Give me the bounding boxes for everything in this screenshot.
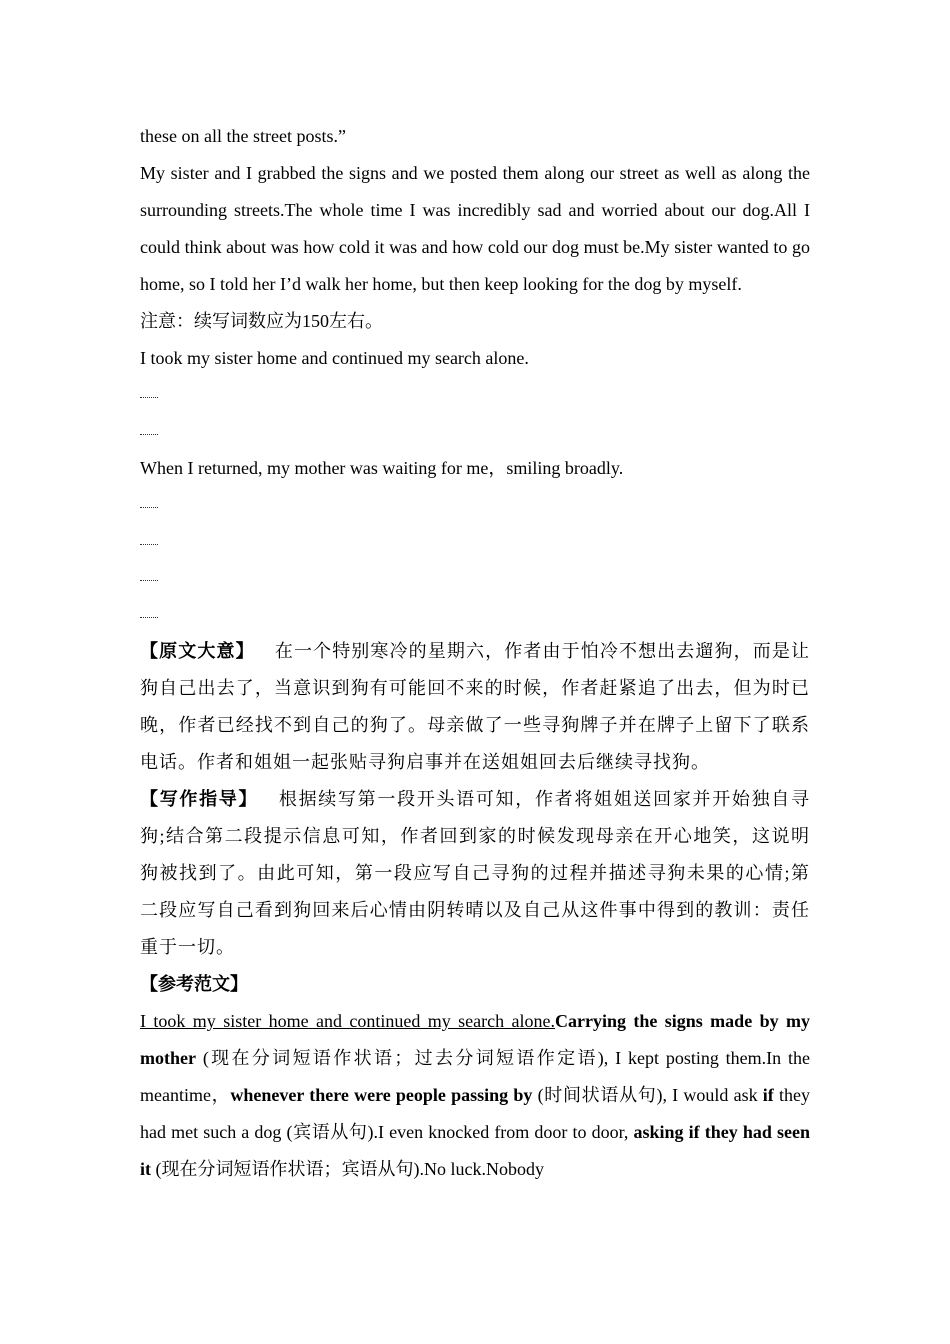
sample-annotation: (现在分词短语作状语；宾语从句).No luck.Nobody — [151, 1159, 544, 1179]
answer-blank-line — [140, 524, 810, 561]
sample-bold-phrase: whenever there were people passing by — [230, 1085, 533, 1105]
word-count-note: 注意：续写词数应为150左右。 — [140, 311, 383, 331]
sample-annotation: (现在分词短语作状语；过去分词短语作定语), I kept posting them.In the meantime， — [140, 1048, 810, 1105]
continuation-prompt-2: When I returned, my mother was waiting for me，smiling broadly. — [140, 458, 624, 478]
sample-annotation: they had met such a dog (宾语从句).I even knocked from door to door, — [140, 1085, 810, 1142]
sample-first-sentence: I took my sister home and continued my search alone. — [140, 1011, 555, 1031]
summary-label: 【原文大意】 — [140, 641, 255, 661]
document-body — [140, 118, 810, 1188]
answer-blank-line — [140, 414, 810, 451]
answer-blank-line — [140, 560, 810, 597]
summary-section — [140, 633, 810, 781]
answer-blank-line — [140, 487, 810, 524]
continuation-prompt-1: I took my sister home and continued my search alone. — [140, 348, 529, 368]
sample-bold-phrase: Carrying the signs made by my mother — [140, 1011, 810, 1068]
sample-essay — [140, 1003, 810, 1188]
story-paragraph: My sister and I grabbed the signs and we posted them along our street as well as along the surrounding streets.The whole time I was incredibly sad and worried about our dog.All I could think about was how cold it was and how cold our dog must be.My sister wanted to go home, so I told her I’d walk her home, but then keep looking for the dog by myself. — [140, 163, 810, 294]
story-line: these on all the street posts.” — [140, 126, 346, 146]
guide-section — [140, 781, 810, 966]
answer-blank-line — [140, 377, 810, 414]
answer-blank-line — [140, 597, 810, 634]
sample-bold-phrase: asking if they had seen it — [140, 1122, 810, 1179]
sample-bold-phrase: if — [762, 1085, 774, 1105]
sample-annotation: (时间状语从句), I would ask — [532, 1085, 763, 1105]
summary-text: 在一个特别寒冷的星期六，作者由于怕冷不想出去遛狗，而是让狗自己出去了，当意识到狗有可能回不来的时候，作者赶紧追了出去，但为时已晚，作者已经找不到自己的狗了。母亲做了一些寻狗牌子并在牌子上留下了联系电话。作者和姐姐一起张贴寻狗启事并在送姐姐回去后继续寻找狗。 — [140, 641, 811, 772]
guide-label: 【写作指导】 — [140, 789, 259, 809]
guide-text: 根据续写第一段开头语可知，作者将姐姐送回家并开始独自寻狗;结合第二段提示信息可知，作者回到家的时候发现母亲在开心地笑，这说明狗被找到了。由此可知，第一段应写自己寻狗的过程并描述寻狗未果的心情;第二段应写自己看到狗回来后心情由阴转晴以及自己从这件事中得到的教训：责任重于一切。 — [140, 789, 811, 957]
sample-label: 【参考范文】 — [140, 974, 248, 994]
sample-heading — [140, 966, 810, 1003]
